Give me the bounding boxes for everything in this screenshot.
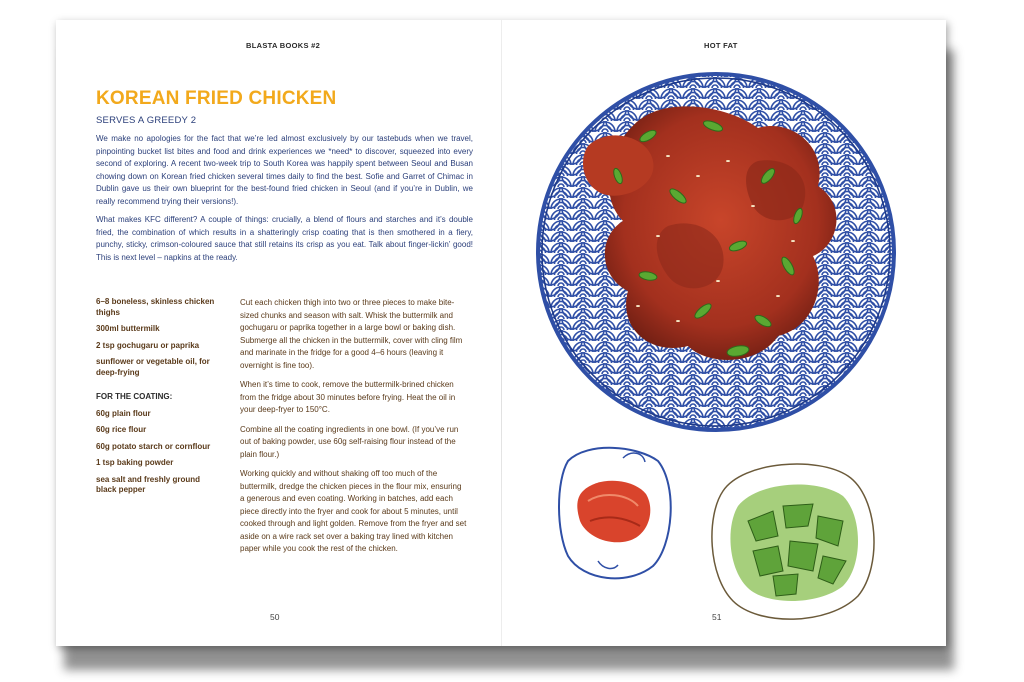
- page-number-left: 50: [270, 612, 280, 622]
- kimchi-dish: [559, 448, 671, 579]
- method-step: Working quickly and without shaking off too much of the buttermilk, dredge the chicken pieces in the flour mix, ensuring a generous and even coating. Working in batches, add each piece directly into the fryer and cook for about 5 minutes, until cooked through and light golden. Remove from the fryer and set aside on a wire rack set over a baking tray lined with kitchen paper while you cook the rest of the chicken.: [240, 469, 467, 553]
- method-step: Cut each chicken thigh into two or three pieces to make bite-sized chunks and season with salt. Whisk the buttermilk and gochugaru or paprika together in a large bowl or baking dish. Submerge all the chicken in the buttermilk, cover with cling film and marinate in the fridge for a good 4–6 hours (leaving it overnight is fine too).: [240, 298, 463, 370]
- coating-heading: FOR THE COATING:: [96, 392, 173, 401]
- coating-item: sea salt and freshly ground black pepper: [96, 474, 201, 494]
- method-step: Combine all the coating ingredients in one bowl. (If you’ve run out of baking powder, use 60g self-raising flour instead of the plain flour.): [240, 424, 459, 459]
- ingredient-item: 2 tsp gochugaru or paprika: [96, 340, 200, 350]
- ingredient-item: sunflower or vegetable oil, for deep-frying: [96, 357, 210, 377]
- page-number-right: 51: [712, 612, 722, 622]
- cucumber-salad-dish: [712, 464, 874, 619]
- coating-item: 60g rice flour: [96, 425, 147, 434]
- serves-line: SERVES A GREEDY 2: [96, 115, 197, 126]
- ingredient-item: 6–8 boneless, skinless chicken thighs: [96, 297, 215, 317]
- ingredients-list: [96, 297, 216, 502]
- intro-text: [96, 133, 473, 270]
- food-illustration: [528, 66, 928, 626]
- intro-paragraph: What makes KFC different? A couple of things: crucially, a blend of flours and starches and it’s double fried, the combination of which results in a shatteringly crisp coating that is then smothered in a fiery, punchy, sticky, crimson-coloured sauce that still retains its crisp as you eat. Talk about finger-lickin’ good! This is next level – napkins at the ready.: [96, 215, 473, 262]
- recipe-title: KOREAN FRIED CHICKEN: [96, 88, 337, 109]
- running-head-left: BLASTA BOOKS #2: [246, 41, 321, 50]
- coating-item: 60g plain flour: [96, 408, 151, 418]
- ingredient-item: 300ml buttermilk: [96, 324, 160, 333]
- running-head-right: HOT FAT: [704, 41, 738, 50]
- coating-item: 60g potato starch or cornflour: [96, 441, 211, 451]
- method-step: When it’s time to cook, remove the buttermilk-brined chicken from the fridge about 30 minutes before frying. Heat the oil in your deep-fryer to 150°C.: [240, 380, 456, 414]
- coating-item: 1 tsp baking powder: [96, 458, 174, 467]
- book-gutter: [501, 20, 502, 646]
- method-text: [240, 297, 468, 563]
- intro-paragraph: We make no apologies for the fact that we’re led almost exclusively by our tastebuds when we travel, pinpointing bucket list bites and food and drink experiences we *need* to discover, squeezed into every second of exploring. A recent two-week trip to South Korea was happily spent between Seoul and Busan chowing down on Korean fried chicken several times daily to find the best. Sofie and Garret of Chimac in Dublin gave us their own blueprint for the best-found fried chicken in Seoul (and if you’re in Dublin, we really recommend trying their versions!).: [96, 134, 473, 206]
- book-spread: [56, 20, 946, 646]
